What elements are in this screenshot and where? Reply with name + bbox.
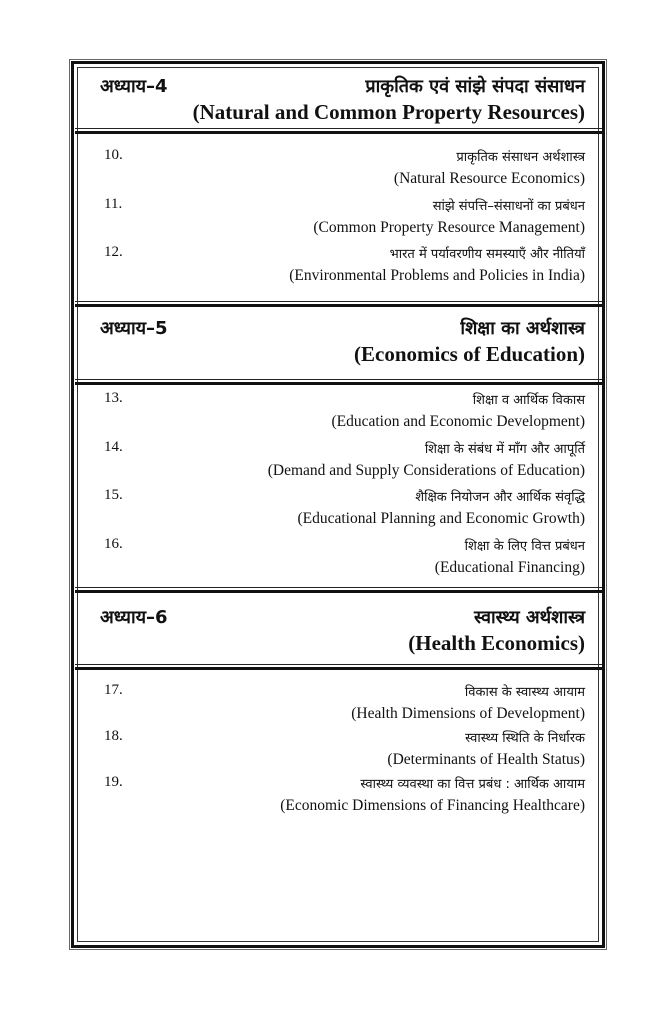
entry-number: 15. [104,487,123,503]
toc-entry [104,487,585,536]
entry-number: 18. [104,728,123,744]
entry-number: 14. [104,438,123,455]
toc-entry [104,147,585,196]
entry-title-english: (Demand and Supply Considerations of Education) [267,461,585,479]
entry-title-english: (Educational Financing) [434,558,585,576]
toc-entry [104,728,585,774]
entry-title-hindi: स्वास्थ्य स्थिति के निर्धारक [465,731,585,746]
entry-title-english: (Health Dimensions of Development) [351,705,585,722]
entry-title-english: (Education and Economic Development) [331,413,585,430]
toc-entry [104,244,585,293]
entry-title-hindi: भारत में पर्यावरणीय समस्याएँ और नीतियाँ [389,247,585,262]
toc-entry [104,439,585,488]
section-divider [75,301,602,307]
chapter-label: अध्याय–5 [100,318,168,339]
entry-title-hindi: प्राकृतिक संसाधन अर्थशास्त्र [456,150,585,165]
entry-title-hindi: शिक्षा के संबंध में माँग और आपूर्ति [424,441,585,457]
chapter-title-hindi: शिक्षा का अर्थशास्त्र [460,318,585,339]
chapter-title-english: (Natural and Common Property Resources) [192,100,585,124]
toc-entry [104,390,585,439]
entry-number: 16. [104,535,123,552]
toc-entry [104,774,585,820]
chapter-title-hindi: प्राकृतिक एवं सांझे संपदा संसाधन [365,76,585,97]
entry-title-english: (Environmental Problems and Policies in India) [289,267,585,284]
entry-number: 12. [104,244,123,260]
section-divider [75,128,602,134]
entry-title-hindi: शिक्षा व आर्थिक विकास [472,393,585,408]
chapter-title-english: (Health Economics) [408,631,585,655]
entry-title-english: (Determinants of Health Status) [387,751,585,768]
entry-title-english: (Economic Dimensions of Financing Healthcare) [280,797,585,814]
toc-entry [104,196,585,245]
chapter-label: अध्याय–4 [100,76,168,97]
chapter-title-english: (Economics of Education) [354,342,585,366]
toc-entry [104,536,585,585]
toc-entry [104,682,585,728]
entry-title-hindi: विकास के स्वास्थ्य आयाम [464,685,585,700]
entry-title-english: (Educational Planning and Economic Growth) [297,510,585,527]
section-divider [75,664,602,670]
section-divider [75,587,602,593]
chapter-label: अध्याय–6 [100,607,168,628]
entry-title-hindi: सांझे संपत्ति–संसाधनों का प्रबंधन [432,198,585,214]
entry-number: 11. [104,195,123,212]
chapter-6-items [104,682,585,820]
entry-number: 17. [104,682,123,698]
section-divider [75,379,602,385]
chapter-5-items [104,390,585,584]
entry-number: 13. [104,390,123,406]
chapter-4-items [104,147,585,293]
chapter-title-hindi: स्वास्थ्य अर्थशास्त्र [473,607,585,628]
entry-number: 10. [104,147,123,163]
entry-number: 19. [104,774,123,790]
entry-title-hindi: स्वास्थ्य व्यवस्था का वित्त प्रबंध : आर्थिक आयाम [360,777,585,792]
entry-title-english: (Common Property Resource Management) [313,218,585,236]
entry-title-hindi: शिक्षा के लिए वित्त प्रबंधन [464,538,585,554]
entry-title-english: (Natural Resource Economics) [393,170,585,187]
entry-title-hindi: शैक्षिक नियोजन और आर्थिक संवृद्धि [415,490,585,505]
